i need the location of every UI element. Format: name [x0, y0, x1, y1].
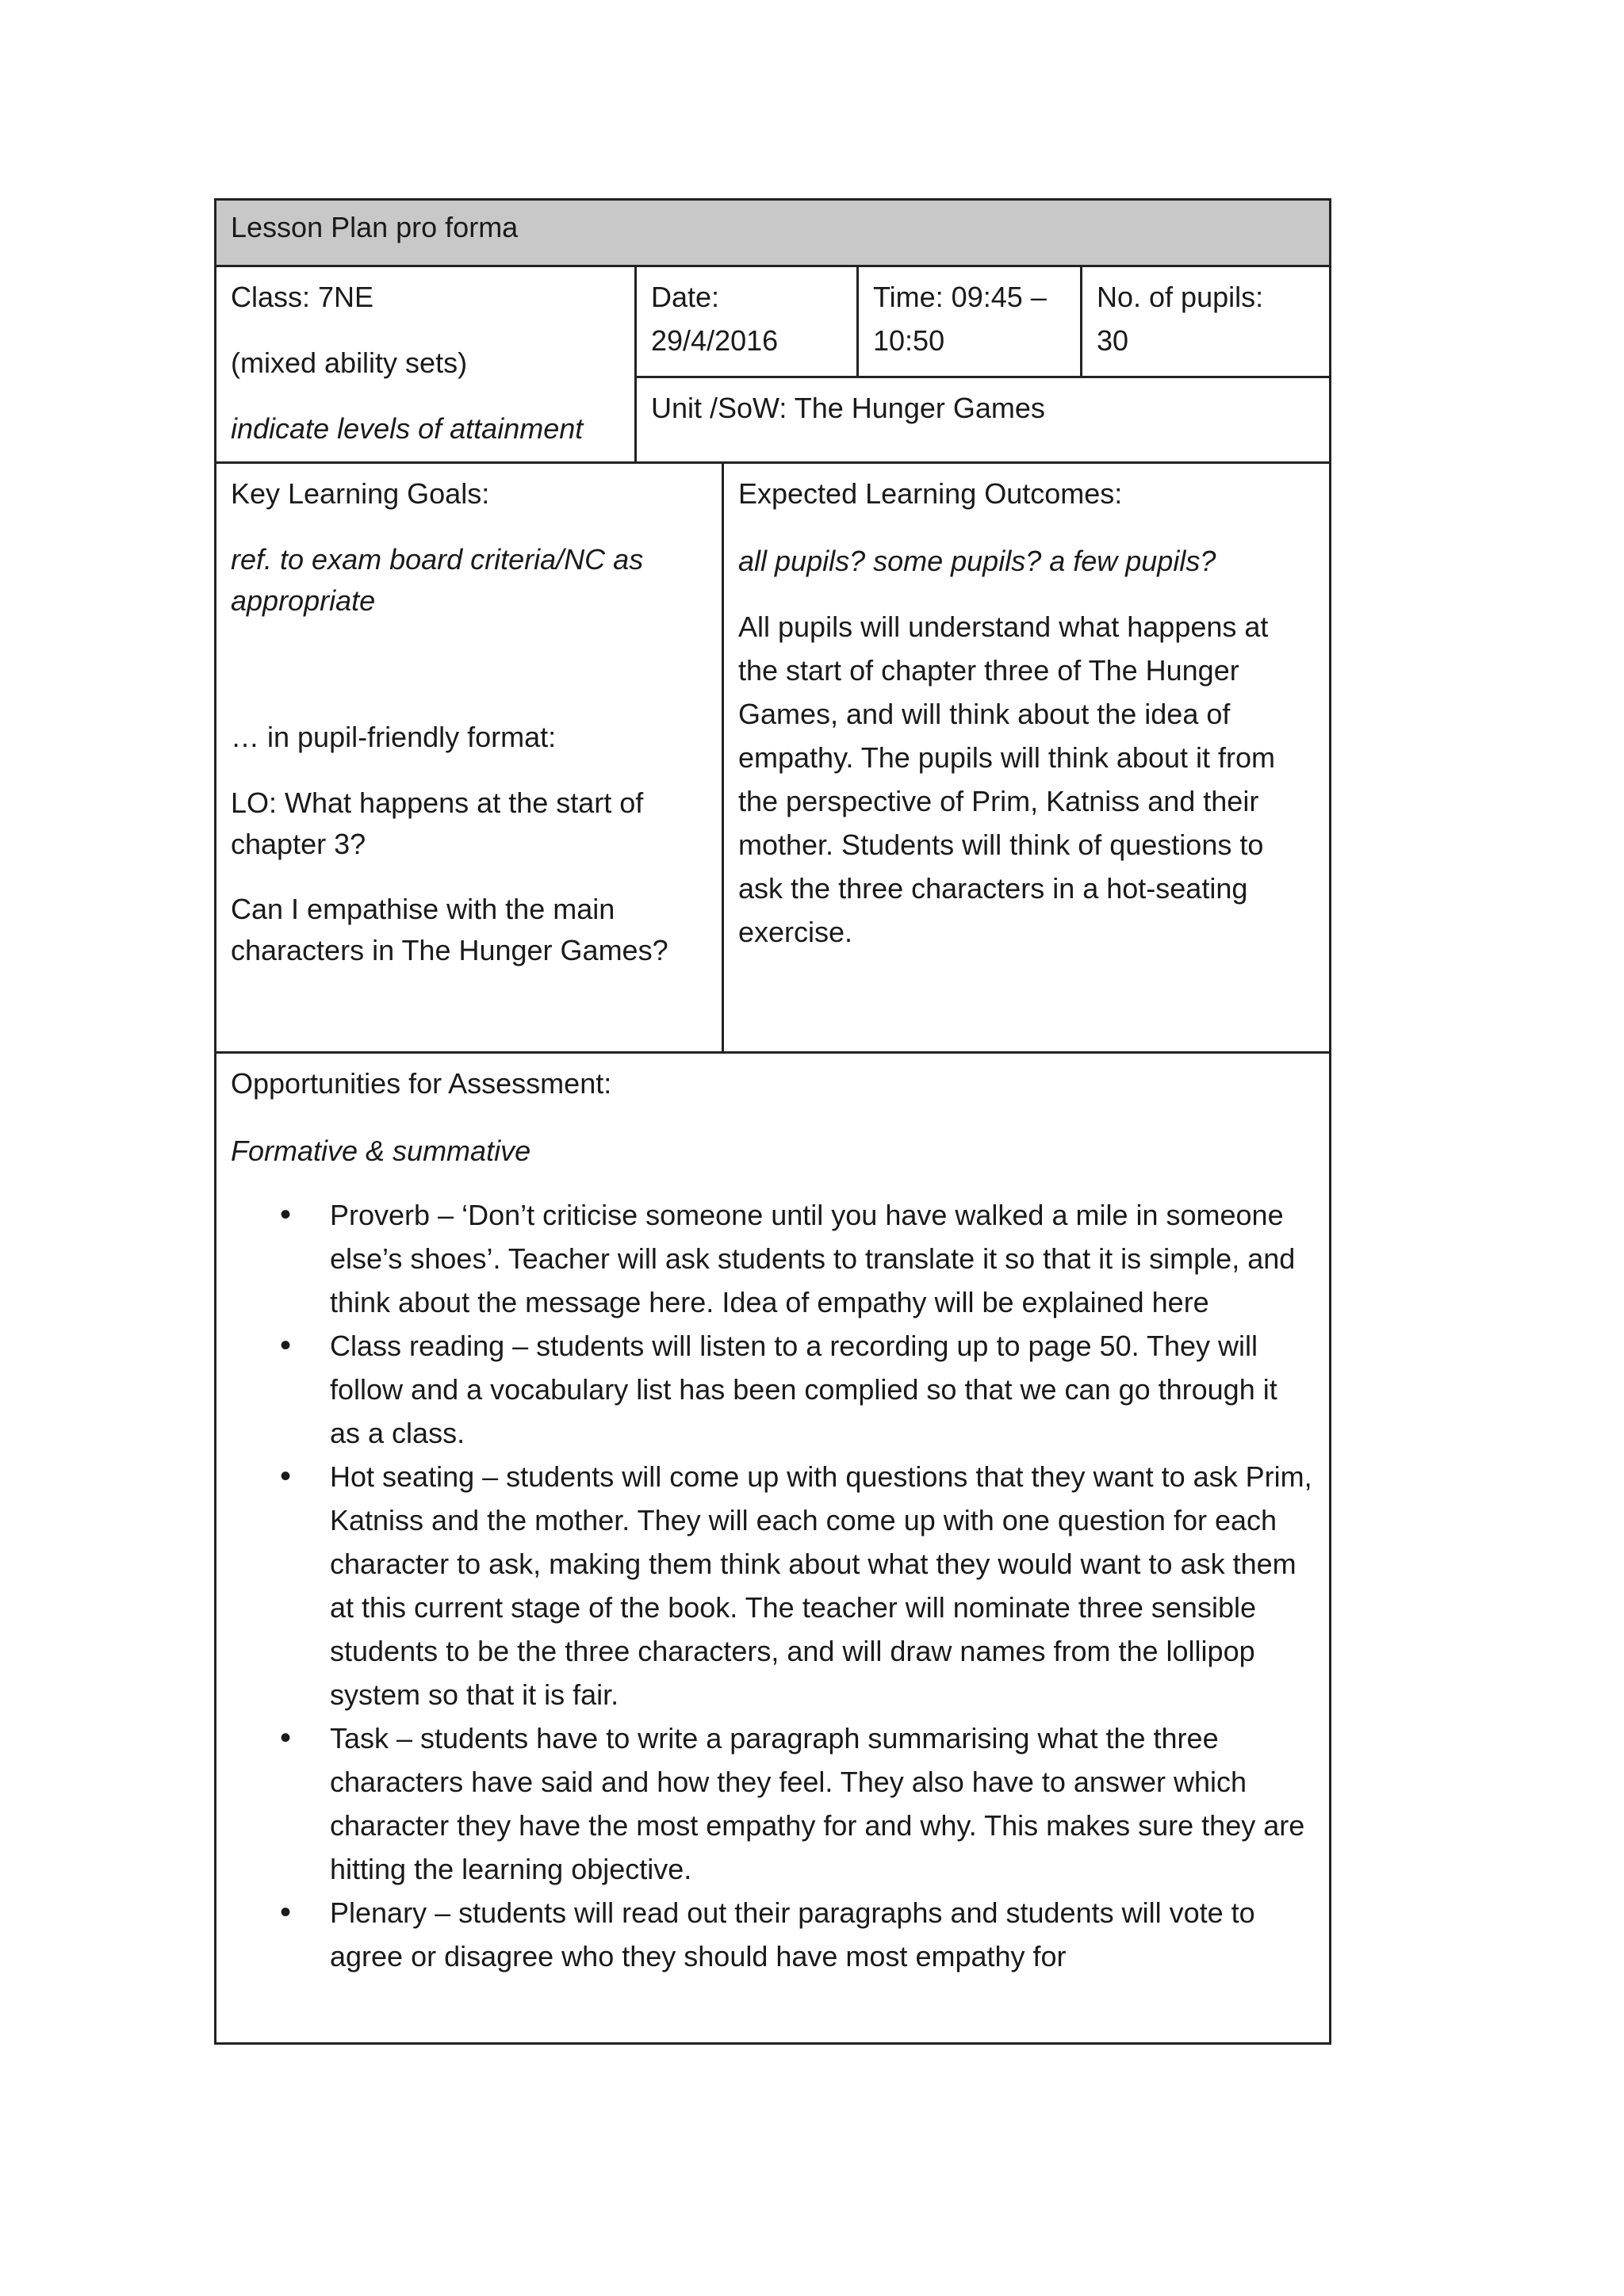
pupils-value: 30	[1097, 324, 1129, 357]
unit-label: Unit /SoW: The Hunger Games	[651, 392, 1045, 424]
assessment-subheading: Formative & summative	[231, 1135, 531, 1167]
assessment-cell	[216, 1053, 1331, 2044]
pupils-label: No. of pupils:	[1097, 281, 1264, 313]
exam-board-ref: ref. to exam board criteria/NC as appropriate	[231, 543, 644, 617]
assessment-list	[231, 1193, 1315, 1978]
time-label: Time: 09:45 –	[873, 281, 1047, 313]
list-item: • Task – students have to write a paragraph summarising what the three characters have said and how they feel. They also have to answer which character they have the most empathy for and why. This makes sure they are hitting the learning objective.	[231, 1716, 1315, 1891]
key-learning-heading: Key Learning Goals:	[231, 477, 490, 510]
attainment-note: indicate levels of attainment	[231, 412, 584, 445]
class-label: Class: 7NE	[231, 281, 374, 313]
form-title: Lesson Plan pro forma	[216, 200, 1331, 266]
lesson-plan-page	[214, 198, 1329, 2045]
expected-outcomes-heading: Expected Learning Outcomes:	[738, 477, 1123, 510]
learning-objective: LO: What happens at the start of chapter 3?	[231, 786, 644, 860]
list-item: • Proverb – ‘Don’t criticise someone until you have walked a mile in someone else’s shoes’. Teacher will ask students to translate it so that it is simple, and think about the message here. Idea of empathy will be explained here	[231, 1193, 1315, 1324]
date-label: Date:	[651, 281, 720, 313]
outcomes-prompt: all pupils? some pupils? a few pupils?	[738, 545, 1216, 577]
time-value: 10:50	[873, 324, 945, 357]
list-item: • Class reading – students will listen to a recording up to page 50. They will follow and a vocabulary list has been complied so that we can go through it as a class.	[231, 1324, 1315, 1455]
pupil-friendly-label: … in pupil-friendly format:	[231, 721, 557, 753]
lesson-plan-table	[214, 198, 1331, 2045]
list-item: • Hot seating – students will come up with questions that they want to ask Prim, Katniss and the mother. They will each come up with one question for each character to ask, making them think about what they would want to ask them at this current stage of the book. The teacher will nominate three sensible students to be the three characters, and will draw names from the lollipop system so that it is fair.	[231, 1455, 1315, 1716]
date-value: 29/4/2016	[651, 324, 779, 357]
expected-outcomes-cell	[723, 463, 1331, 1053]
unit-cell	[636, 377, 1331, 463]
class-cell	[216, 266, 636, 463]
key-learning-cell	[216, 463, 723, 1053]
pupils-cell	[1082, 266, 1331, 377]
time-cell	[858, 266, 1082, 377]
class-sets: (mixed ability sets)	[231, 346, 468, 379]
assessment-heading: Opportunities for Assessment:	[231, 1067, 612, 1100]
list-item: • Plenary – students will read out their paragraphs and students will vote to agree or disagree who they should have most empathy for	[231, 1891, 1315, 1978]
outcomes-body: All pupils will understand what happens at the start of chapter three of The Hunger Games, and will think about the idea of empathy. The pupils will think about it from the perspective of Prim, Katniss and their mother. Students will think of questions to ask the three characters in a hot-seating exercise.	[738, 610, 1275, 948]
empathy-question: Can I empathise with the main characters in The Hunger Games?	[231, 893, 668, 966]
date-cell	[636, 266, 858, 377]
